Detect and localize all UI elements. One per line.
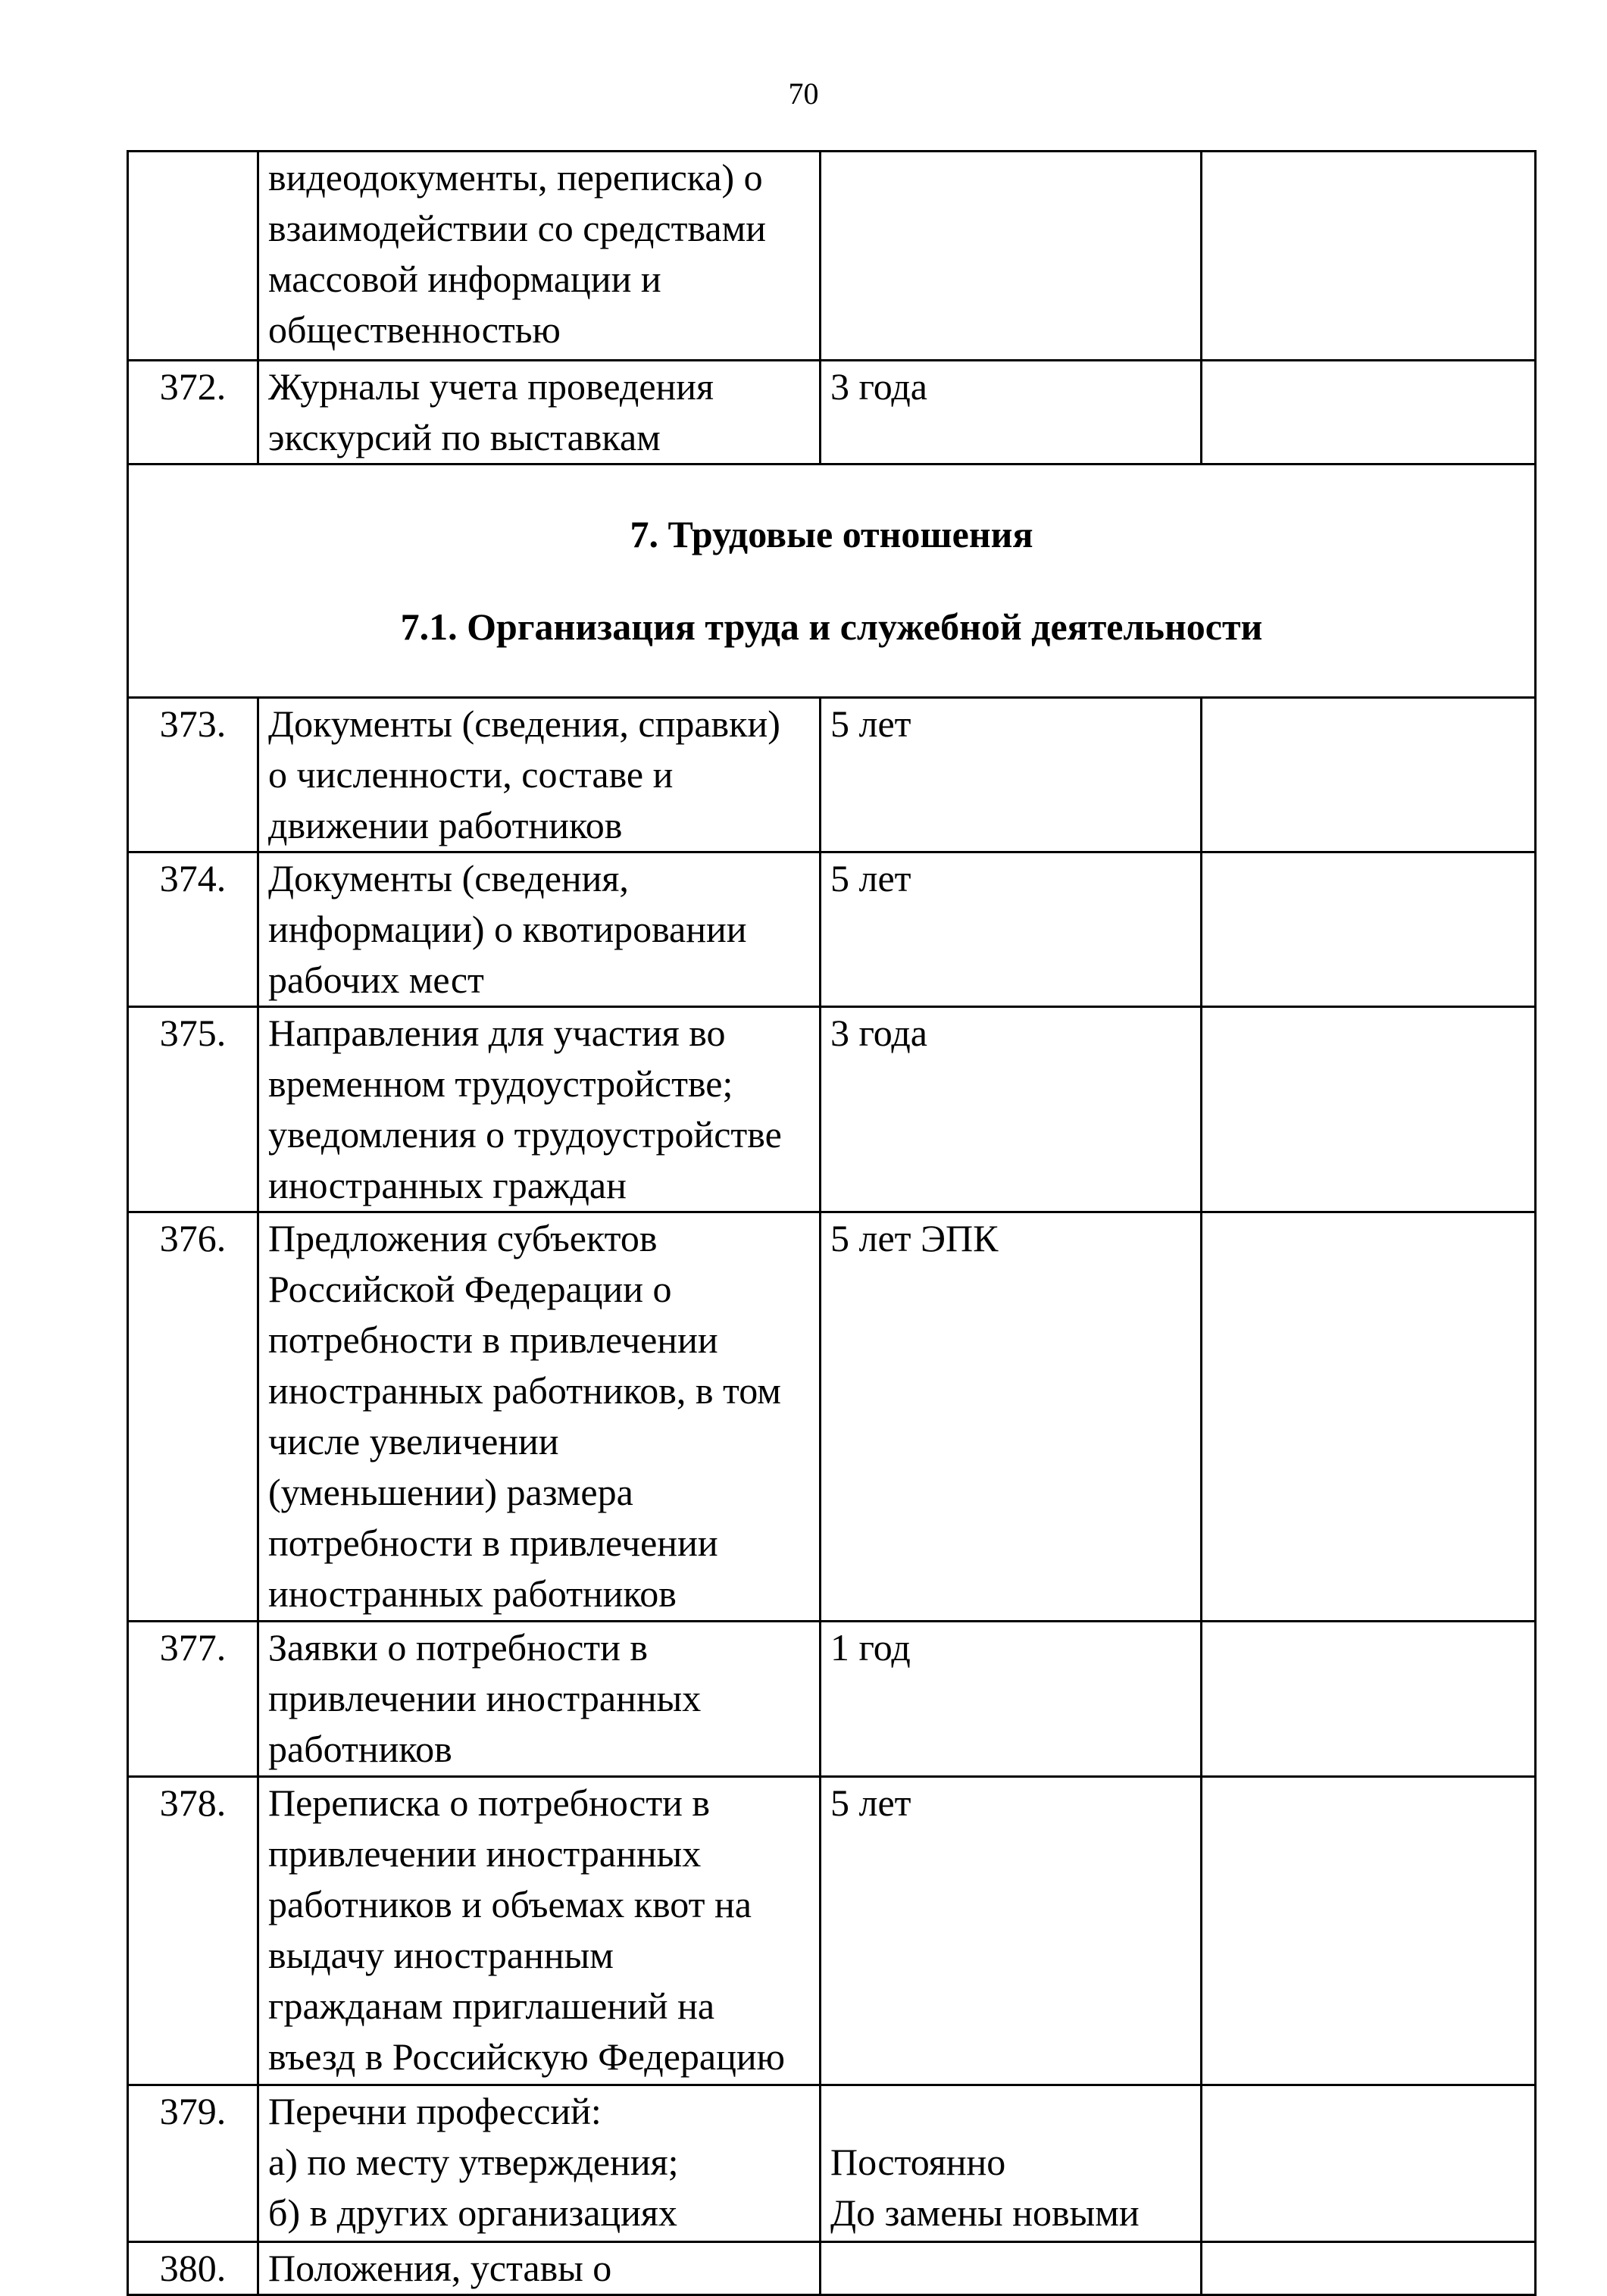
row-number: 378. (128, 1777, 258, 2085)
table-row (128, 1007, 1536, 1212)
table-row (128, 2085, 1536, 2242)
records-table (127, 150, 1537, 2296)
section-header (128, 465, 1536, 698)
retention-term: Постоянно До замены новыми (821, 2085, 1202, 2242)
row-number: 380. (128, 2242, 258, 2295)
note-cell (1202, 852, 1536, 1007)
note-cell (1202, 2085, 1536, 2242)
document-title: Журналы учета проведения экскурсий по выставкам (258, 361, 821, 465)
row-number: 376. (128, 1212, 258, 1622)
note-cell (1202, 1622, 1536, 1777)
retention-term: 5 лет (821, 852, 1202, 1007)
row-number: 374. (128, 852, 258, 1007)
note-cell (1202, 361, 1536, 465)
document-title: Направления для участия во временном трудоустройстве; уведомления о трудоустройстве иностранных граждан (258, 1007, 821, 1212)
row-number: 372. (128, 361, 258, 465)
table-row (128, 1212, 1536, 1622)
section-header-row (128, 465, 1536, 698)
page-number: 70 (788, 77, 819, 111)
retention-term: 5 лет (821, 1777, 1202, 2085)
note-cell (1202, 152, 1536, 361)
retention-term: 5 лет ЭПК (821, 1212, 1202, 1622)
document-title: видеодокументы, переписка) о взаимодействии со средствами массовой информации и общественностью (258, 152, 821, 361)
document-title: Переписка о потребности в привлечении иностранных работников и объемах квот на выдачу иностранным гражданам приглашений на въезд в Российскую Федерацию (258, 1777, 821, 2085)
table-row (128, 2242, 1536, 2295)
document-title: Заявки о потребности в привлечении иностранных работников (258, 1622, 821, 1777)
section-heading: 7. Трудовые отношения (630, 513, 1033, 555)
row-number: 375. (128, 1007, 258, 1212)
retention-term (821, 152, 1202, 361)
note-cell (1202, 2242, 1536, 2295)
row-number: 379. (128, 2085, 258, 2242)
note-cell (1202, 1212, 1536, 1622)
table-row (128, 852, 1536, 1007)
note-cell (1202, 1777, 1536, 2085)
retention-term: 1 год (821, 1622, 1202, 1777)
document-title: Перечни профессий: а) по месту утверждения; б) в других организациях (258, 2085, 821, 2242)
note-cell (1202, 698, 1536, 852)
table-row (128, 361, 1536, 465)
document-title: Предложения субъектов Российской Федерации о потребности в привлечении иностранных работников, в том числе увеличении (уменьшении) размера потребности в привлечении иностранных работников (258, 1212, 821, 1622)
document-title: Положения, уставы о (258, 2242, 821, 2295)
table-row (128, 1622, 1536, 1777)
document-title: Документы (сведения, справки) о численности, составе и движении работников (258, 698, 821, 852)
row-number: 377. (128, 1622, 258, 1777)
note-cell (1202, 1007, 1536, 1212)
table-row (128, 1777, 1536, 2085)
table-row (128, 698, 1536, 852)
retention-term: 3 года (821, 361, 1202, 465)
retention-term: 5 лет (821, 698, 1202, 852)
retention-term (821, 2242, 1202, 2295)
document-title: Документы (сведения, информации) о квотировании рабочих мест (258, 852, 821, 1007)
row-number: 373. (128, 698, 258, 852)
row-number (128, 152, 258, 361)
section-subheading: 7.1. Организация труда и служебной деятельности (400, 605, 1263, 648)
table-row (128, 152, 1536, 361)
retention-term: 3 года (821, 1007, 1202, 1212)
